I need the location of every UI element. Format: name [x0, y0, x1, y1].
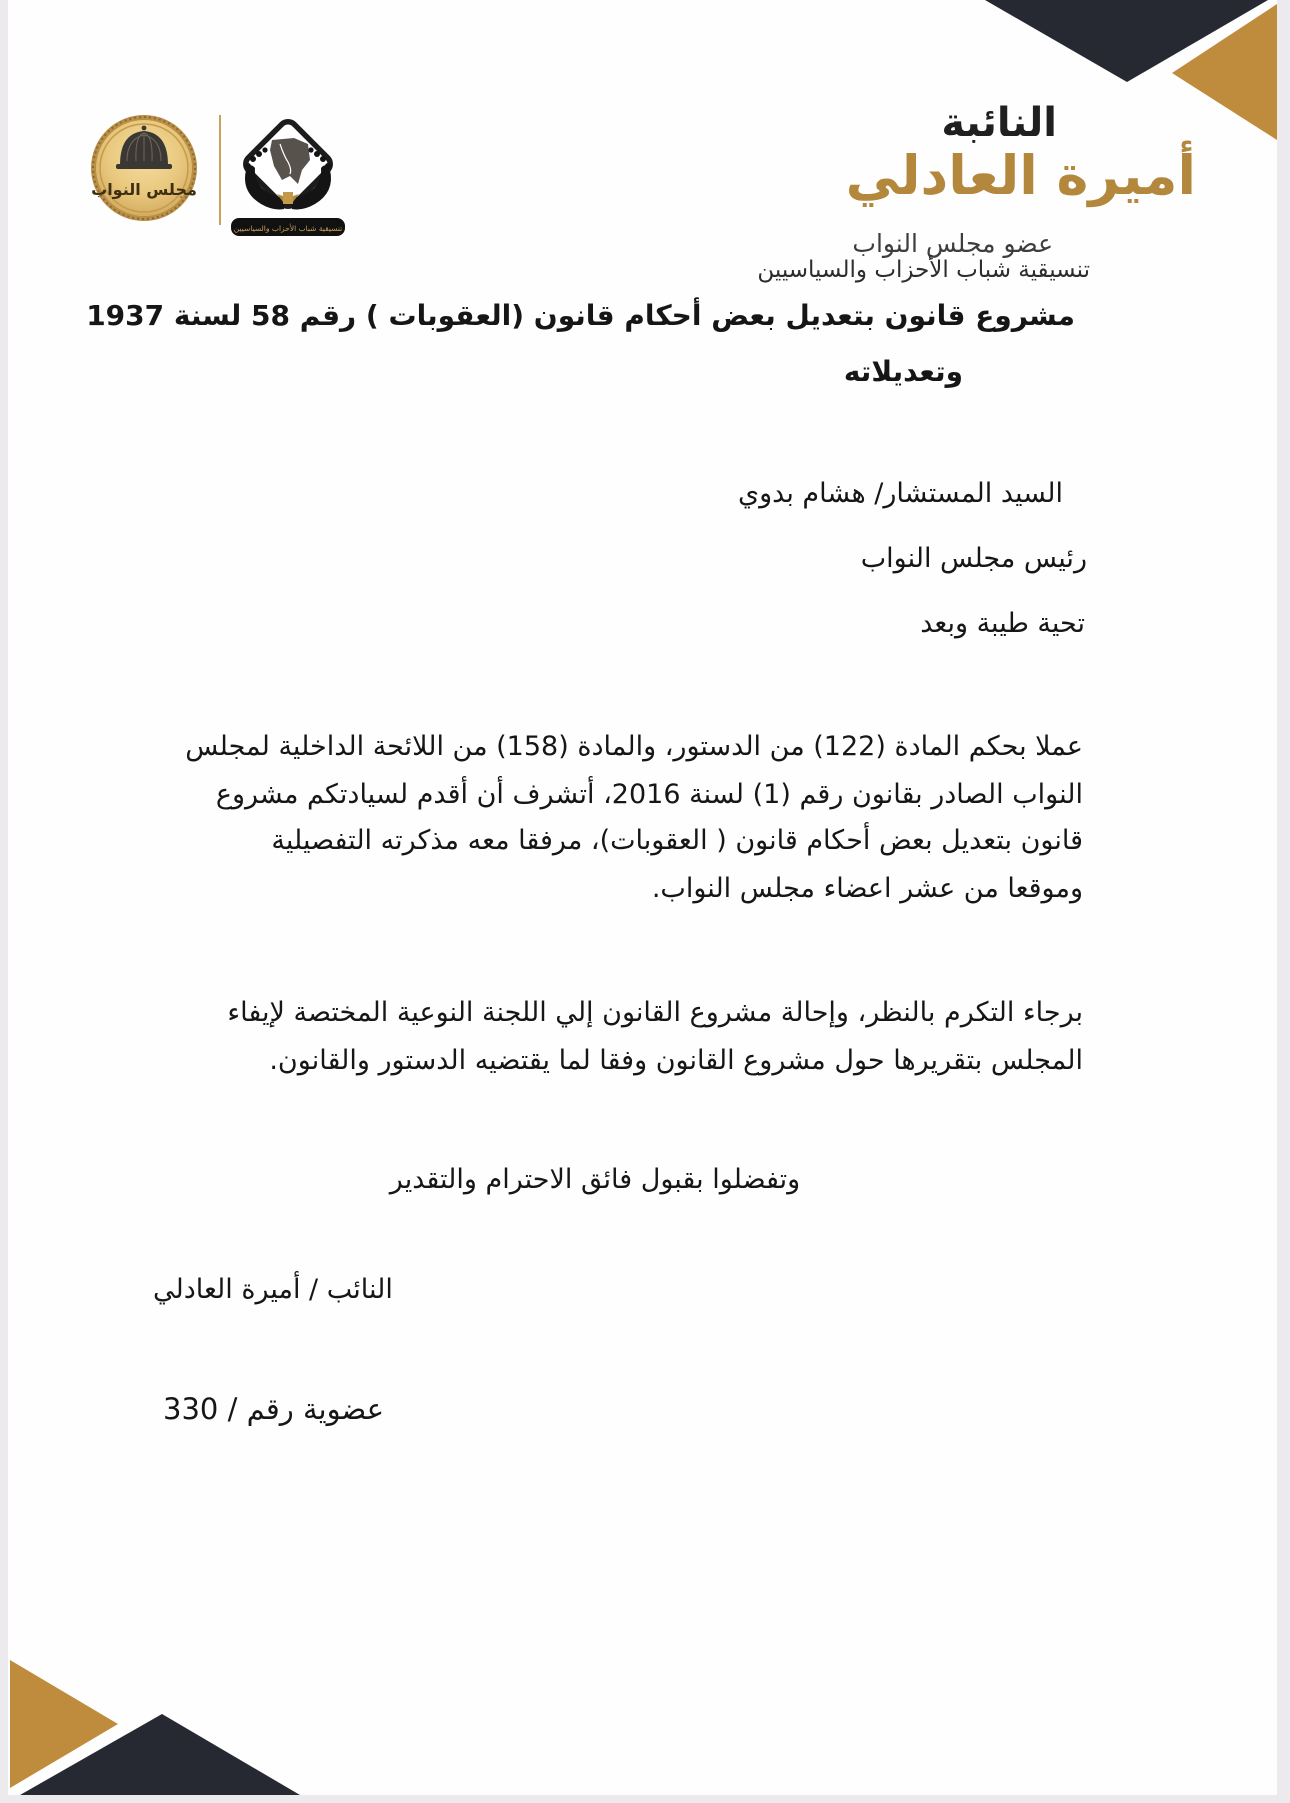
seal-text: مجلس النواب [91, 180, 197, 199]
body-paragraph1-line3: قانون بتعديل بعض أحكام قانون ( العقوبات)، مرفقا معه مذكرته التفصيلية [271, 825, 1083, 856]
body-paragraph1-line1: عملا بحكم المادة (122) من الدستور، والمادة (158) من اللائحة الداخلية لمجلس [185, 731, 1083, 762]
parliament-seal-logo [89, 113, 199, 223]
header-role: عضو مجلس النواب [852, 229, 1053, 258]
membership-number: عضوية رقم / 330 [163, 1392, 385, 1426]
coordination-diamond-logo [228, 110, 348, 240]
greeting-line: تحية طيبة وبعد [920, 608, 1085, 639]
body-paragraph1-line2: النواب الصادر بقانون رقم (1) لسنة 2016، أتشرف أن أقدم لسيادتكم مشروع [215, 779, 1083, 810]
closing-salutation: وتفضلوا بقبول فائق الاحترام والتقدير [389, 1164, 801, 1195]
body-paragraph1-line4: وموقعا من عشر اعضاء مجلس النواب. [651, 873, 1083, 904]
logo-separator [219, 115, 221, 225]
header-title-label: النائبة [941, 100, 1057, 146]
corner-decoration-bottom-left [8, 1645, 328, 1795]
addressee-title: رئيس مجلس النواب [860, 543, 1087, 574]
addressee-name: السيد المستشار/ هشام بدوي [737, 478, 1063, 509]
signature-name: النائب / أميرة العادلي [153, 1274, 393, 1305]
header-mp-name: أميرة العادلي [845, 144, 1196, 207]
banner-text: تنسيقية شباب الأحزاب والسياسيين [233, 224, 343, 233]
body-paragraph2-line1: برجاء التكرم بالنظر، وإحالة مشروع القانون إلي اللجنة النوعية المختصة لإيفاء [227, 997, 1083, 1028]
subject-line-1: مشروع قانون بتعديل بعض أحكام قانون (العقوبات ) رقم 58 لسنة 1937 [86, 299, 1075, 332]
letter-page [8, 0, 1277, 1795]
subject-line-2: وتعديلاته [843, 355, 963, 388]
body-paragraph2-line2: المجلس بتقريرها حول مشروع القانون وفقا لما يقتضيه الدستور والقانون. [269, 1045, 1083, 1076]
header-organization: تنسيقية شباب الأحزاب والسياسيين [757, 257, 1090, 283]
